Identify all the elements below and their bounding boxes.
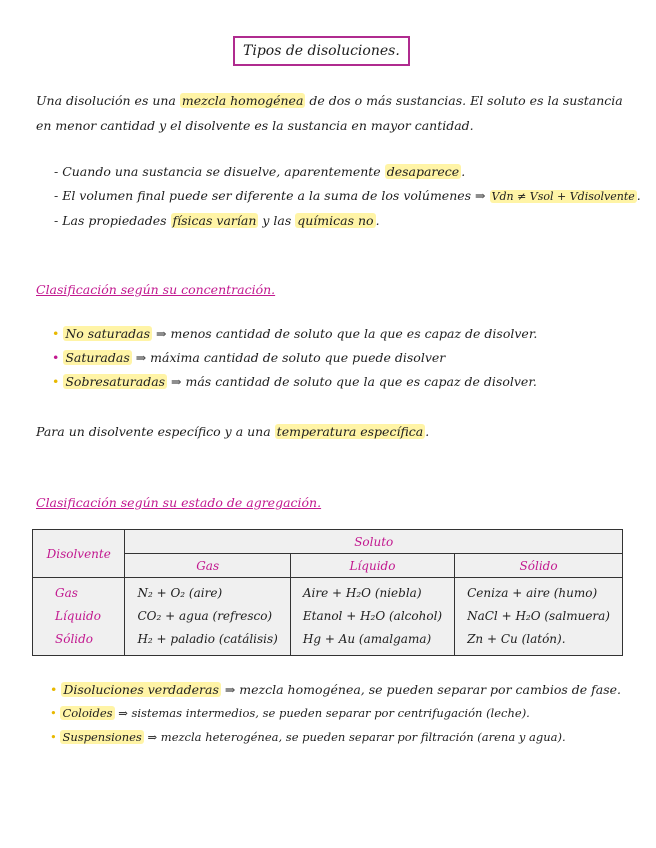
note-text: - Las propiedades bbox=[54, 213, 167, 228]
intro-line-1 bbox=[36, 88, 623, 113]
intro-paragraph bbox=[36, 88, 623, 138]
item-term: No saturadas bbox=[65, 326, 151, 341]
intro-text-a: Una disolución es una bbox=[36, 93, 176, 108]
cell-entry: NaCl + H₂O (salmuera) bbox=[467, 609, 610, 623]
note-text: . bbox=[461, 164, 466, 179]
section-heading-aggregation: Clasificación según su estado de agregación. bbox=[36, 495, 322, 510]
bullet-dot: • bbox=[52, 350, 60, 365]
intro-line-2: en menor cantidad y el disolvente es la sustancia en mayor cantidad. bbox=[36, 118, 474, 133]
intro-text-b: de dos o más sustancias. El soluto es la sustancia bbox=[309, 93, 623, 108]
note-text: . bbox=[636, 188, 641, 203]
row-label: Sólido bbox=[55, 632, 94, 646]
cell-entry: CO₂ + agua (refresco) bbox=[137, 609, 273, 623]
aggregation-table bbox=[32, 529, 623, 656]
note-item bbox=[54, 209, 641, 233]
cell-entry: H₂ + paladio (catálisis) bbox=[137, 632, 278, 646]
row-label: Gas bbox=[55, 586, 78, 600]
page-title: Tipos de disoluciones. bbox=[233, 36, 410, 66]
concentration-footer bbox=[36, 424, 429, 439]
list-item bbox=[50, 730, 566, 744]
footer-highlight: temperatura específica bbox=[276, 424, 424, 439]
column-header: Sólido bbox=[455, 554, 623, 578]
table-cell bbox=[455, 578, 623, 656]
note-text: y las bbox=[262, 213, 292, 228]
column-header: Gas bbox=[125, 554, 290, 578]
item-term: Suspensiones bbox=[62, 730, 142, 744]
note-text: - Cuando una sustancia se disuelve, aparentemente bbox=[54, 164, 381, 179]
column-header: Líquido bbox=[290, 554, 454, 578]
item-desc: ⇒ más cantidad de soluto que la que es capaz de disolver. bbox=[171, 374, 537, 389]
note-highlight: Vdn ≠ Vsol + Vdisolvente bbox=[491, 190, 635, 203]
note-item bbox=[54, 184, 641, 209]
item-desc: ⇒ sistemas intermedios, se pueden separar por centrifugación (leche). bbox=[118, 706, 530, 720]
note-text: - El volumen final puede ser diferente a la suma de los volúmenes ⇒ bbox=[54, 188, 486, 203]
cell-entry: N₂ + O₂ (aire) bbox=[137, 586, 223, 600]
note-text: . bbox=[375, 213, 380, 228]
cell-entry: Aire + H₂O (niebla) bbox=[302, 586, 422, 600]
item-desc: ⇒ mezcla heterogénea, se pueden separar por filtración (arena y agua). bbox=[147, 730, 566, 744]
item-desc: ⇒ mezcla homogénea, se pueden separar por cambios de fase. bbox=[224, 682, 621, 697]
note-highlight: desaparece bbox=[386, 164, 460, 179]
table-cell bbox=[125, 578, 290, 656]
item-term: Disoluciones verdaderas bbox=[63, 682, 219, 697]
bullet-dot: • bbox=[52, 326, 60, 341]
list-item bbox=[52, 326, 537, 341]
notes-list bbox=[54, 160, 641, 233]
item-term: Sobresaturadas bbox=[65, 374, 166, 389]
footer-text: . bbox=[425, 424, 430, 439]
list-item bbox=[52, 350, 445, 365]
bullet-dot: • bbox=[50, 682, 58, 697]
section-heading-concentration: Clasificación según su concentración. bbox=[36, 282, 276, 297]
item-desc: ⇒ menos cantidad de soluto que la que es capaz de disolver. bbox=[156, 326, 538, 341]
row-label: Líquido bbox=[55, 609, 101, 623]
table-cell bbox=[290, 578, 454, 656]
bullet-dot: • bbox=[50, 706, 57, 720]
note-item bbox=[54, 160, 641, 184]
cell-entry: Ceniza + aire (humo) bbox=[467, 586, 598, 600]
disolvente-header: Disolvente bbox=[33, 530, 125, 578]
cell-entry: Zn + Cu (latón). bbox=[467, 632, 566, 646]
bullet-dot: • bbox=[50, 730, 57, 744]
note-highlight: físicas varían bbox=[172, 213, 257, 228]
item-desc: ⇒ máxima cantidad de soluto que puede disolver bbox=[135, 350, 446, 365]
list-item bbox=[52, 374, 537, 389]
note-highlight: químicas no bbox=[297, 213, 374, 228]
row-labels bbox=[33, 578, 125, 656]
item-term: Coloides bbox=[62, 706, 113, 720]
cell-entry: Hg + Au (amalgama) bbox=[302, 632, 432, 646]
footer-text: Para un disolvente específico y a una bbox=[36, 424, 271, 439]
soluto-header: Soluto bbox=[125, 530, 623, 554]
cell-entry: Etanol + H₂O (alcohol) bbox=[302, 609, 443, 623]
item-term: Saturadas bbox=[65, 350, 130, 365]
list-item bbox=[50, 682, 621, 697]
intro-highlight: mezcla homogénea bbox=[181, 93, 304, 108]
bullet-dot: • bbox=[52, 374, 60, 389]
list-item bbox=[50, 706, 530, 720]
